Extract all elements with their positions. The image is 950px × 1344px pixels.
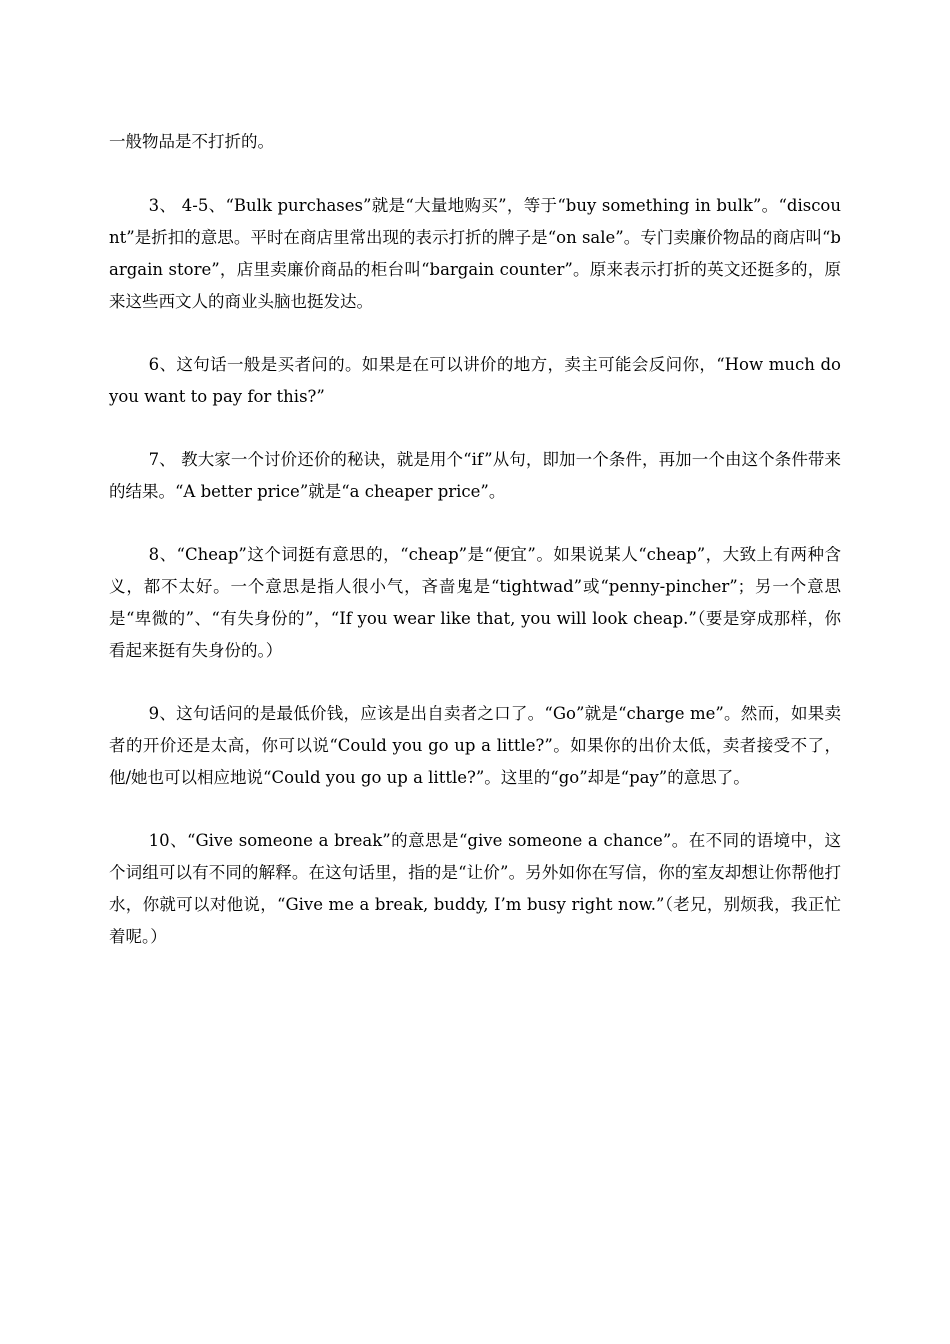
paragraph-note-9: 9、这句话问的是最低价钱，应该是出自卖者之口了。“Go”就是“charge me”。然而，如果卖者的开价还是太高，你可以说“Could you go up a little?”。如果你的出价太低，卖者接受不了，他/她也可以相应地说“Could you go up a little?”。这里的“go”却是“pay”的意思了。 [109, 704, 841, 787]
paragraph-note-6: 6、这句话一般是买者问的。如果是在可以讲价的地方，卖主可能会反问你，“How much do you want to pay for this?” [109, 355, 841, 406]
paragraph-note-8: 8、“Cheap”这个词挺有意思的，“cheap”是“便宜”。如果说某人“cheap”，大致上有两种含义，都不太好。一个意思是指人很小气，吝啬鬼是“tightwad”或“penny-pincher”；另一个意思是“卑微的”、“有失身份的”，“If you wear like that, you will look cheap.”（要是穿成那样，你看起来挺有失身份的。） [109, 545, 841, 660]
paragraph-continuation: 一般物品是不打折的。 [109, 132, 274, 151]
paragraph-note-7: 7、 教大家一个讨价还价的秘诀，就是用个“if”从句，即加一个条件，再加一个由这个条件带来的结果。“A better price”就是“a cheaper price”。 [109, 450, 841, 501]
document-page [109, 126, 841, 984]
paragraph-note-10: 10、“Give someone a break”的意思是“give someone a chance”。在不同的语境中，这个词组可以有不同的解释。在这句话里，指的是“让价”。另外如你在写信，你的室友却想让你帮他打水，你就可以对他说，“Give me a break, buddy, I’m busy right now.”（老兄，别烦我，我正忙着呢。） [109, 831, 841, 946]
paragraph-note-3-5: 3、 4-5、“Bulk purchases”就是“大量地购买”，等于“buy something in bulk”。“discount”是折扣的意思。平时在商店里常出现的表示打折的牌子是“on sale”。专门卖廉价物品的商店叫“bargain store”，店里卖廉价商品的柜台叫“bargain counter”。原来表示打折的英文还挺多的，原来这些西文人的商业头脑也挺发达。 [109, 196, 841, 311]
